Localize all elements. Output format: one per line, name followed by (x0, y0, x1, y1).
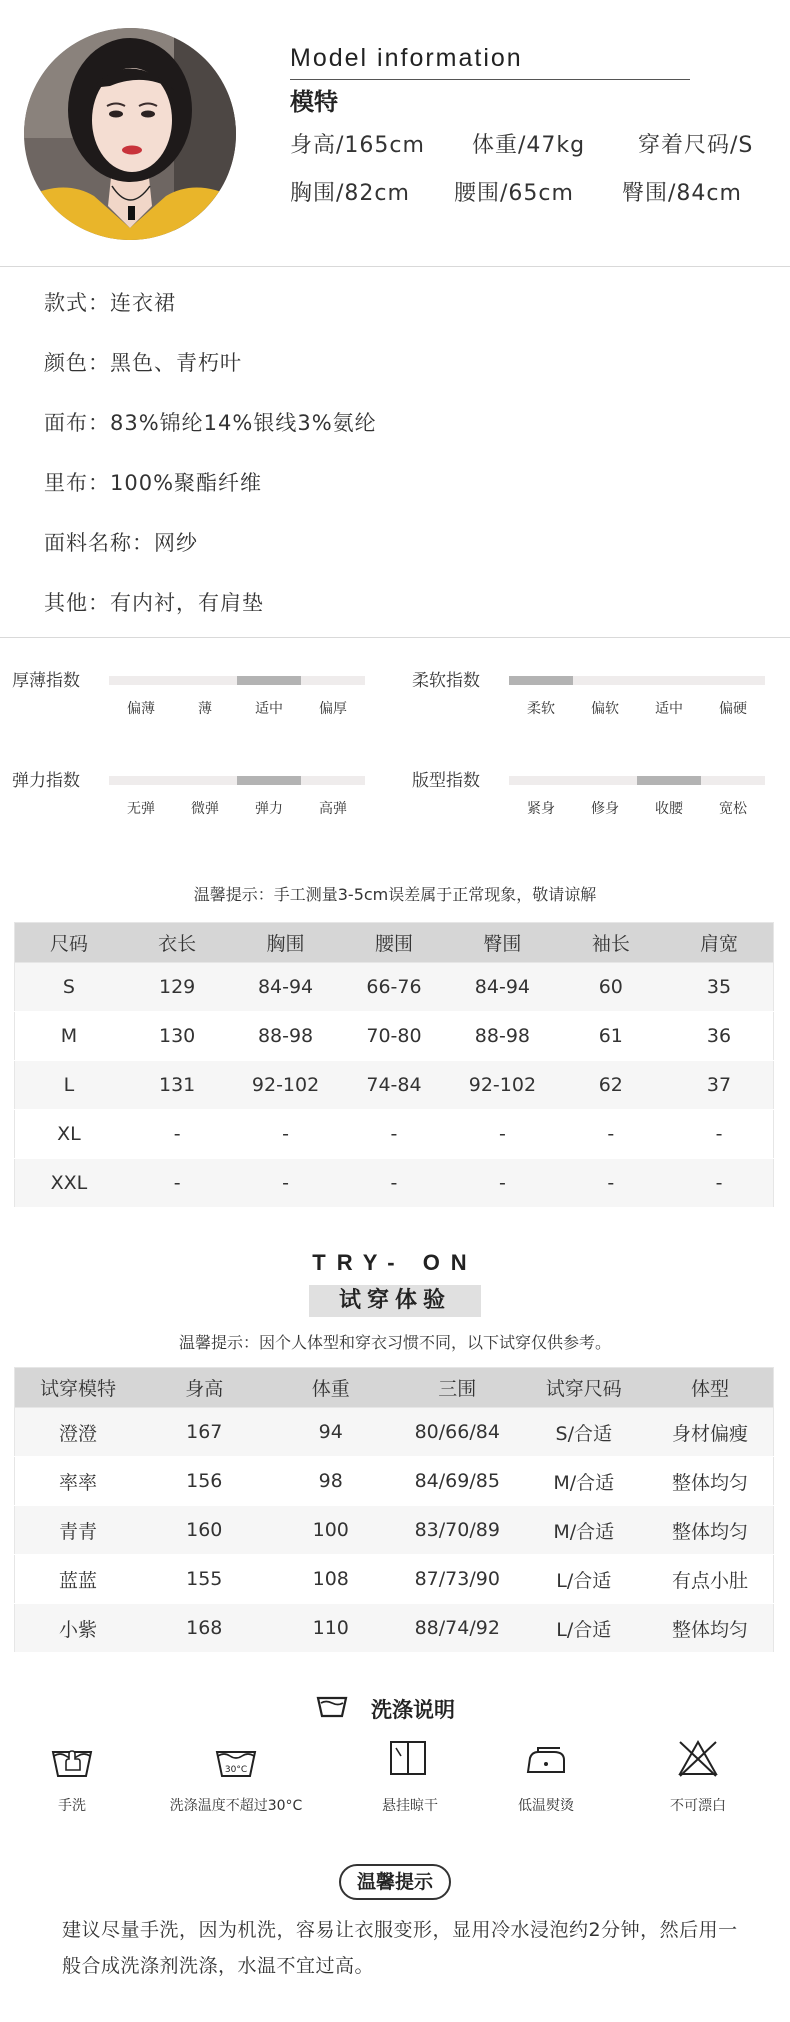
table-row (15, 963, 774, 1012)
table-cell: 168 (141, 1604, 268, 1653)
index-tick-label: 修身 (591, 801, 619, 817)
table-cell: 98 (268, 1457, 395, 1506)
table-cell: S (15, 963, 123, 1012)
table-cell: 70-80 (340, 1012, 448, 1061)
wash-30-icon (214, 1740, 258, 1780)
table-cell: 66-76 (340, 963, 448, 1012)
low-iron-label: 低温熨烫 (518, 1798, 574, 1814)
model-info-section (0, 0, 790, 266)
index-tick-label: 高弹 (319, 801, 347, 817)
table-cell: 108 (268, 1555, 395, 1604)
index-scale-track (109, 676, 365, 685)
table-cell: XL (15, 1110, 123, 1159)
table-row (15, 1457, 774, 1506)
section-divider (0, 266, 790, 267)
info-fabric: 面布：83%锦纶14%银线3%氨纶 (44, 411, 377, 435)
table-cell: 青青 (15, 1506, 142, 1555)
table-header-cell: 胸围 (231, 923, 339, 963)
table-cell: M (15, 1012, 123, 1061)
table-row (15, 1506, 774, 1555)
size-table-tip: 温馨提示：手工测量3-5cm误差属于正常现象，敬请谅解 (193, 885, 597, 904)
table-cell: - (123, 1159, 231, 1208)
index-tick-label: 薄 (198, 701, 212, 717)
hang-dry-label: 悬挂晾干 (382, 1798, 438, 1814)
hand-wash-icon (50, 1740, 94, 1780)
index-label: 柔软指数 (412, 671, 480, 691)
table-cell: 小紫 (15, 1604, 142, 1653)
washing-title: 洗涤说明 (371, 1698, 455, 1722)
index-tick-label: 宽松 (719, 801, 747, 817)
table-header-cell: 体型 (647, 1368, 774, 1408)
table-cell: 60 (557, 963, 665, 1012)
table-cell: 37 (665, 1061, 773, 1110)
table-cell: - (231, 1159, 339, 1208)
table-cell: 92-102 (448, 1061, 556, 1110)
info-color: 颜色：黑色、青朽叶 (44, 351, 242, 375)
index-scale-marker (509, 676, 573, 685)
hang-dry-icon (386, 1738, 430, 1778)
index-tick-label: 紧身 (527, 801, 555, 817)
table-cell: 62 (557, 1061, 665, 1110)
table-cell: 澄澄 (15, 1408, 142, 1457)
model-subtitle: 模特 (290, 88, 338, 116)
tryon-tip: 温馨提示：因个人体型和穿衣习惯不同，以下试穿仅供参考。 (178, 1333, 611, 1352)
model-height: 身高/165cm (290, 133, 425, 158)
table-cell: 156 (141, 1457, 268, 1506)
tryon-title-en: TRY- ON (312, 1250, 478, 1275)
table-cell: 88-98 (231, 1012, 339, 1061)
index-tick-label: 适中 (655, 701, 683, 717)
model-size: 穿着尺码/S (638, 133, 754, 158)
table-row (15, 1110, 774, 1159)
model-title: Model information (290, 44, 523, 72)
info-style: 款式：连衣裙 (44, 291, 176, 315)
table-cell: 100 (268, 1506, 395, 1555)
index-tick-label: 无弹 (127, 801, 155, 817)
table-header-cell: 臀围 (448, 923, 556, 963)
table-cell: - (123, 1110, 231, 1159)
section-divider (0, 637, 790, 638)
table-cell: 整体均匀 (647, 1506, 774, 1555)
tryon-table-header (15, 1368, 774, 1408)
table-row (15, 1159, 774, 1208)
table-header-cell: 袖长 (557, 923, 665, 963)
index-tick-label: 适中 (255, 701, 283, 717)
model-avatar (24, 28, 236, 240)
table-cell: 整体均匀 (647, 1457, 774, 1506)
index-label: 版型指数 (412, 771, 480, 791)
table-header-cell: 试穿模特 (15, 1368, 142, 1408)
index-tick-label: 偏硬 (719, 701, 747, 717)
table-header-cell: 尺码 (15, 923, 123, 963)
table-cell: 110 (268, 1604, 395, 1653)
table-row (15, 1012, 774, 1061)
table-cell: - (340, 1110, 448, 1159)
no-bleach-label: 不可漂白 (670, 1798, 726, 1814)
table-row (15, 1604, 774, 1653)
table-cell: 80/66/84 (394, 1408, 521, 1457)
table-header-cell: 身高 (141, 1368, 268, 1408)
table-cell: 84/69/85 (394, 1457, 521, 1506)
index-scale-track (509, 776, 765, 785)
table-cell: L/合适 (521, 1604, 648, 1653)
model-title-rule (290, 79, 690, 80)
table-cell: - (448, 1159, 556, 1208)
table-row (15, 1555, 774, 1604)
table-cell: 88/74/92 (394, 1604, 521, 1653)
table-cell: 167 (141, 1408, 268, 1457)
table-cell: M/合适 (521, 1457, 648, 1506)
index-scale-marker (237, 676, 301, 685)
table-cell: - (557, 1110, 665, 1159)
table-cell: 35 (665, 963, 773, 1012)
index-tick-label: 柔软 (527, 701, 555, 717)
info-other: 其他：有内衬，有肩垫 (44, 591, 264, 615)
table-cell: 83/70/89 (394, 1506, 521, 1555)
table-cell: XXL (15, 1159, 123, 1208)
table-cell: 160 (141, 1506, 268, 1555)
care-note-badge: 温馨提示 (339, 1864, 451, 1900)
model-bust: 胸围/82cm (290, 181, 410, 206)
index-tick-label: 偏软 (591, 701, 619, 717)
size-table-header (15, 923, 774, 963)
info-fabric-name: 面料名称：网纱 (44, 531, 198, 555)
table-cell: 84-94 (448, 963, 556, 1012)
table-header-cell: 体重 (268, 1368, 395, 1408)
table-cell: 129 (123, 963, 231, 1012)
table-cell: 92-102 (231, 1061, 339, 1110)
wash-30-text: 30°C (224, 1765, 248, 1775)
table-cell: 84-94 (231, 963, 339, 1012)
index-scale-marker (637, 776, 701, 785)
index-tick-label: 偏薄 (127, 701, 155, 717)
table-cell: L/合适 (521, 1555, 648, 1604)
index-label: 弹力指数 (12, 771, 80, 791)
index-label: 厚薄指数 (12, 671, 80, 691)
care-note-text: 建议尽量手洗，因为机洗，容易让衣服变形，显用冷水浸泡约2分钟，然后用一般合成洗涤剂洗涤，水温不宜过高。 (62, 1919, 738, 1977)
table-cell: - (231, 1110, 339, 1159)
table-cell: 88-98 (448, 1012, 556, 1061)
no-bleach-icon (676, 1738, 720, 1778)
table-cell: - (665, 1110, 773, 1159)
table-row (15, 1408, 774, 1457)
table-cell: - (340, 1159, 448, 1208)
table-cell: - (448, 1110, 556, 1159)
index-tick-label: 微弹 (191, 801, 219, 817)
table-cell: 61 (557, 1012, 665, 1061)
hand-wash-label: 手洗 (58, 1798, 86, 1814)
table-cell: S/合适 (521, 1408, 648, 1457)
table-cell: M/合适 (521, 1506, 648, 1555)
info-lining: 里布：100%聚酯纤维 (44, 471, 263, 495)
index-scale-track (109, 776, 365, 785)
table-cell: - (665, 1159, 773, 1208)
table-cell: 94 (268, 1408, 395, 1457)
table-cell: - (557, 1159, 665, 1208)
tryon-table (14, 1367, 774, 1653)
table-header-cell: 三围 (394, 1368, 521, 1408)
table-header-cell: 肩宽 (665, 923, 773, 963)
table-cell: 整体均匀 (647, 1604, 774, 1653)
table-cell: 身材偏瘦 (647, 1408, 774, 1457)
index-tick-label: 收腰 (655, 801, 683, 817)
model-weight: 体重/47kg (472, 133, 586, 158)
table-cell: 87/73/90 (394, 1555, 521, 1604)
table-cell: 131 (123, 1061, 231, 1110)
table-header-cell: 腰围 (340, 923, 448, 963)
table-cell: 有点小肚 (647, 1555, 774, 1604)
index-scale-marker (237, 776, 301, 785)
model-waist: 腰围/65cm (454, 181, 574, 206)
size-table (14, 922, 774, 1208)
table-cell: 率率 (15, 1457, 142, 1506)
wash-30-label: 洗涤温度不超过30°C (169, 1798, 303, 1814)
table-row (15, 1061, 774, 1110)
index-tick-label: 偏厚 (319, 701, 347, 717)
table-cell: 74-84 (340, 1061, 448, 1110)
index-tick-label: 弹力 (255, 801, 283, 817)
table-cell: L (15, 1061, 123, 1110)
table-header-cell: 试穿尺码 (521, 1368, 648, 1408)
low-iron-icon (524, 1742, 568, 1782)
table-header-cell: 衣长 (123, 923, 231, 963)
table-cell: 155 (141, 1555, 268, 1604)
index-scale-track (509, 676, 765, 685)
model-hip: 臀围/84cm (622, 181, 742, 206)
table-cell: 130 (123, 1012, 231, 1061)
tryon-title-cn: 试穿体验 (309, 1285, 481, 1317)
table-cell: 36 (665, 1012, 773, 1061)
table-cell: 蓝蓝 (15, 1555, 142, 1604)
